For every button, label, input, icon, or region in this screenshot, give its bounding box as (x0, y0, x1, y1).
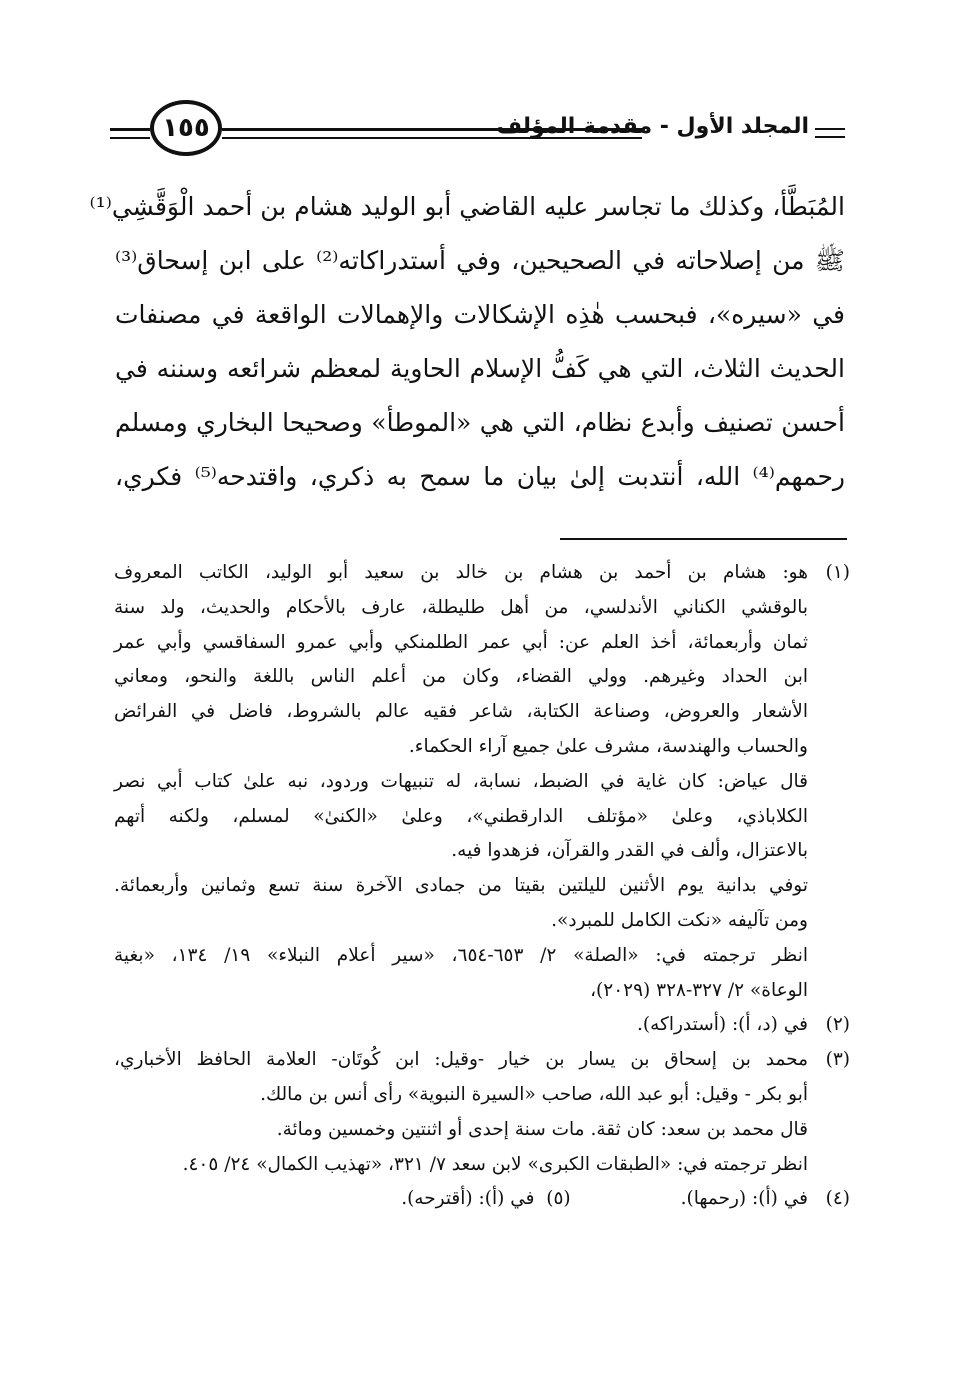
footnote-text: بالاعتزال، وألف في القدر والقرآن، فزهدوا فيه. (451, 840, 808, 862)
footnote-text: أبو بكر - وقيل: أبو عبد الله، صاحب «السيرة النبوية» رأى أنس بن مالك. (260, 1083, 808, 1105)
main-text-line: المُبَطَّأ، وكذلك ما تجاسر عليه القاضي أبو الوليد هشام بن أحمد الْوَقَّشِي⁽¹⁾ (89, 192, 845, 221)
footnote-text: في (أ): (أقترحه). (401, 1188, 535, 1210)
header-rule-right (815, 128, 845, 138)
footnote-line (110, 1078, 850, 1113)
footnote-number: (٢) (825, 1014, 850, 1036)
footnote-line (110, 1182, 850, 1217)
footnote-line (110, 765, 850, 800)
footnote-number: (٣) (825, 1049, 850, 1071)
footnote-line (110, 1148, 850, 1183)
footnote-line (110, 626, 850, 661)
page-number: ١٥٥ (150, 100, 222, 156)
footnote-text: ثمان وأربعمائة، أخذ العلم عن: أبي عمر الطلمنكي وأبي عمرو السفاقسي وأبي عمر (114, 631, 808, 653)
footnote-line (110, 556, 850, 591)
footnote-text: بالوقشي الكناني الأندلسي، من أهل طليطلة، عارف بالأحكام والحديث، ولد سنة (114, 596, 808, 618)
footnote-text: محمد بن إسحاق بن يسار بن خيار -وقيل: ابن كُوتَان- العلامة الحافظ الأخباري، (114, 1049, 808, 1071)
main-text-line: في «سيره»، فبحسب هٰذِه الإشكالات والإهمالات الواقعة في مصنفات (115, 300, 845, 329)
footnote-text: والحساب والهندسة، مشرف علىٰ جميع آراء الحكماء. (408, 735, 808, 757)
footnote-line (110, 974, 850, 1009)
footnote-text: في (د، أ): (أستدراكه). (637, 1014, 808, 1036)
footnote-text: الكلاباذي، وعلىٰ «مؤتلف الدارقطني»، وعلىٰ «الكنىٰ» لمسلم، ولكنه أتهم (114, 805, 808, 827)
footnotes (110, 556, 850, 1217)
footnote-text: قال محمد بن سعد: كان ثقة. مات سنة إحدى أو اثنتين وخمسين ومائة. (276, 1118, 808, 1140)
header-rule-left (110, 128, 150, 139)
footnote-line (110, 869, 850, 904)
footnote-divider (560, 538, 847, 540)
footnote-line (110, 695, 850, 730)
footnote-line (110, 730, 850, 765)
footnote-text: انظر ترجمته في: «الطبقات الكبرى» لابن سعد ٧/ ٣٢١، «تهذيب الكمال» ٢٤/ ٤٠٥. (182, 1153, 808, 1175)
footnote-text: قال عياض: كان غاية في الضبط، نسابة، له تنبيهات وردود، نبه علىٰ كتاب أبي نصر (114, 770, 808, 792)
main-text-line: أحسن تصنيف وأبدع نظام، التي هي «الموطأ» وصحيحا البخاري ومسلم (115, 408, 845, 437)
footnote-line (110, 904, 850, 939)
footnote-line (110, 1008, 850, 1043)
footnote-line (110, 800, 850, 835)
main-text-line: الحديث الثلاث، التي هي كَفُّ الإسلام الحاوية لمعظم شرائعه وسننه في (115, 354, 845, 383)
footnote-text: ومن تآليفه «نكت الكامل للمبرد». (551, 909, 808, 931)
footnote-text: توفي بدانية يوم الأثنين لليلتين بقيتا من جمادى الآخرة سنة تسع وثمانين وأربعمائة. (114, 875, 808, 897)
main-text-line: ﷺ من إصلاحاته في الصحيحين، وفي أستدراكاته⁽²⁾ على ابن إسحاق⁽³⁾ (115, 246, 845, 275)
main-text-line: رحمهم⁽⁴⁾ الله، أنتدبت إلىٰ بيان ما سمح به ذكري، واقتدحه⁽⁵⁾ فكري، (115, 462, 845, 491)
footnote-text: هو: هشام بن أحمد بن هشام بن خالد بن سعيد أبو الوليد، الكاتب المعروف (114, 562, 808, 583)
page-header (110, 100, 845, 160)
footnote-text: ابن الحداد وغيرهم. وولي القضاء، وكان من أعلم الناس باللغة والنحو، ومعاني (114, 666, 808, 688)
footnote-number: (١) (825, 562, 850, 583)
footnote-number: (٤) (825, 1188, 850, 1210)
footnote-text: الوعاة» ٢/ ٣٢٧-٣٢٨ (٢٠٢٩)، (590, 979, 808, 1001)
footnote-line (110, 1113, 850, 1148)
footnote-line (110, 660, 850, 695)
main-text (89, 180, 845, 504)
footnote-line (110, 834, 850, 869)
footnote-number: (٥) (546, 1188, 571, 1210)
footnote-text: انظر ترجمته في: «الصلة» ٢/ ٦٥٣-٦٥٤، «سير أعلام النبلاء» ١٩/ ١٣٤، «بغية (114, 944, 808, 966)
footnote-text: في (أ): (رحمها). (680, 1188, 808, 1210)
footnote-text: الأشعار والعروض، وصناعة الكتابة، شاعر فقيه عالم بالشروط، فاضل في الفرائض (114, 701, 808, 723)
footnote-line (110, 1043, 850, 1078)
footnote-line (110, 591, 850, 626)
running-title: المجلد الأول - مقدمة المؤلف (496, 114, 809, 139)
footnote-line (110, 939, 850, 974)
